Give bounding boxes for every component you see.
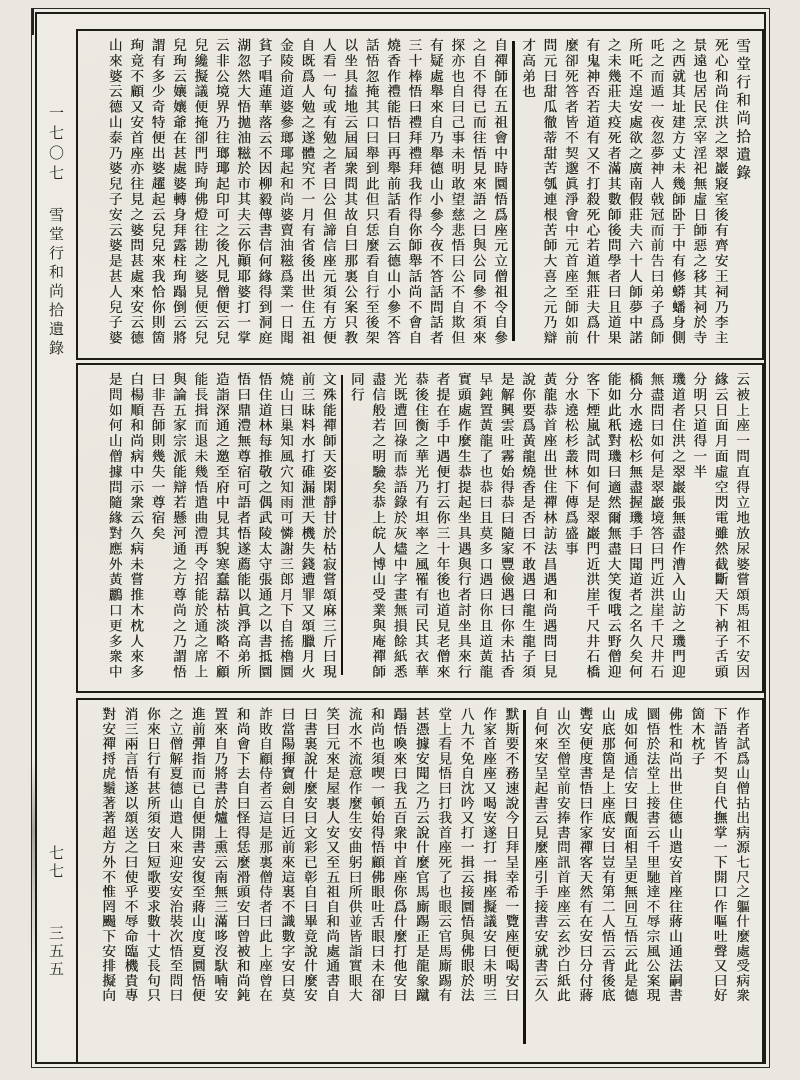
text-column: 謂有多少奇特便出婆趯起云兒兒來我恰你則箇	[149, 38, 165, 346]
text-column: 曰非吾師則幾失一尊宿矣	[149, 372, 165, 542]
text-column: 白楊順和尚病中示衆云久病未嘗推木枕人來多	[128, 372, 144, 680]
section-divider-rule	[341, 375, 344, 675]
text-column: 笑曰元來是屋裏人安又至五祖自和尚處通書自	[324, 707, 340, 1003]
text-column: 默斯要不務速說今日拜呈幸希一覽座便喝安曰	[503, 707, 519, 1003]
text-column: 悟住道林每推敬之偶武陵太守張通之以書抵圜	[256, 372, 272, 680]
text-column: 以坐具搕地云屆屆衆問其故自曰那裏公案只教	[342, 38, 358, 346]
text-column: 橋分水遶松杉無盡握璣手曰聞道者之名久矣何	[626, 372, 642, 680]
text-column: 早鈍置黃龍了也恭曰且莫多口遇曰你且道黃龍	[477, 372, 493, 680]
text-column: 自既爲人勉之遂體究不一月有省後出世住五祖	[299, 38, 315, 346]
text-column: 分明只道得一半	[691, 372, 707, 480]
text-column: 作者試爲山僧拈出病源七尺之軀什麼處受病衆	[734, 707, 749, 1003]
text-column: 之自不得已而往悟見來語之曰與公同參不須來	[470, 38, 486, 346]
text-block-top	[76, 29, 764, 360]
text-column: 景遠也居民烹宰淫祀無虛日師惡之移其祠於寺	[691, 38, 707, 346]
text-column: 之未幾莊夫疫死者滿其數師後問學者曰且道果	[605, 38, 621, 346]
text-column: 是解興雲吐霧始得恭曰隨家豐儉遇曰你未拈香	[498, 372, 514, 680]
text-column: 你來日行有甚所須安曰短歌要求數十丈長句只	[144, 707, 160, 1003]
text-column: 光既遭回祿而恭語錄於灰燼中字畫無損餘紙悉	[391, 372, 407, 680]
text-column: 金陵俞道婆參瑯瑘起和尚婆賣油糍爲業一日聞	[277, 38, 293, 346]
text-column: 作家首座座又喝安遂打一揖座擬議安曰未明三	[480, 707, 496, 1003]
text-column: 造詣深通之邀至府中見其貌寒蠢藞枯淡略不顧	[213, 372, 229, 680]
text-column: 無盡問曰如何是翠巖境答曰門近洪崖千尺井石	[648, 372, 664, 680]
text-block-middle	[76, 363, 764, 693]
text-column: 同行	[348, 372, 364, 403]
margin-volume-number: 七七	[47, 845, 63, 881]
text-column: 曰當陽揮寶劍自曰近前來這裏不識數字安曰莫	[279, 707, 295, 1003]
text-block-bottom	[76, 698, 764, 1064]
text-column: 山底那箇是上座底安曰豈有第二人悟云背後底	[599, 707, 615, 1003]
text-column: 才高弟也	[519, 38, 535, 100]
text-column: 是問如何山僧據問隨緣對應外黃鸝口更多衆中	[106, 372, 122, 680]
text-column: 麼卻死答者皆不契邈眞淨會中元首座至師如前	[562, 38, 578, 346]
text-column: 佛性和尚出世住德山遣安首座往蔣山通法嗣書	[666, 707, 682, 1003]
text-column: 話悟忽掩其口曰舉到此但只恁麼看自行至後架	[363, 38, 379, 346]
text-column: 云被上座一問直得立地放尿婆嘗頌馬祖不安因	[734, 372, 749, 680]
section-divider-rule	[523, 710, 526, 1044]
text-column: 所吒不遑安處欲之廣南假莊夫六十人師夢中諾	[626, 38, 642, 346]
text-column: 璣道者住洪之翠巖張無盡作漕入山訪之璣門迎	[669, 372, 685, 680]
text-column: 自何來安呈起書云見麼座引手接書安就書云久	[532, 707, 548, 1003]
scan-artifact	[31, 760, 36, 970]
text-column: 之立僧解夏德山遣人來迎安安治裝次悟至問曰	[167, 707, 183, 1003]
text-column: 前三昧料水打碓漏泄天機失錢遭罪又頌臘月火	[299, 372, 315, 680]
text-column: 甚憑據安聞之乃云說什麼官馬廝踢正是龍象蹴	[413, 707, 429, 1003]
text-column: 緣云日面月面虛空閃電雖然截斷天下衲子舌頭	[712, 372, 728, 680]
text-column: 悟曰鼎澧無尊宿可語者悟遂薦能以眞淨高弟所	[235, 372, 251, 680]
text-column: 恭後住衡之華光乃有坦率之風罹有司民其衣華	[412, 372, 428, 680]
text-column: 八九不免自沈吟又打一揖云接圜悟與佛眼於法	[458, 707, 474, 1003]
text-column: 有鬼神否若道有又不打殺死心若道無莊夫爲什	[584, 38, 600, 346]
text-column: 湖忽然大悟拋油糍於市其夫云你顚耶婆打一掌	[235, 38, 251, 346]
text-column: 下語皆不契自代撫掌一下開口作嘔吐聲又曰好	[711, 707, 727, 1003]
text-column: 燒香作禮能悟曰再舉前話看自云德山小參不答	[384, 38, 400, 346]
title-column: 雪堂行和尚拾遺錄	[734, 38, 750, 183]
text-column: 和尚會下去自曰怪得恁麼滑頭安曰曾被和尚鈍	[234, 707, 250, 1003]
text-column: 置來自乃將書於爐上熏云南無三滿哆沒馱喃安	[212, 707, 228, 1003]
margin-serial-number: 一七〇七	[47, 105, 63, 185]
text-column: 貧子唱蓮華落云不因柳毅傳書信何緣得到洞庭	[256, 38, 272, 346]
text-column: 山次至僧堂前安捧書問訊首座座云玄沙白紙此	[554, 707, 570, 1003]
text-column: 聻安便度書悟曰作家禪客天然有在安曰分付蔣	[577, 707, 593, 1003]
margin-book-title: 雪堂行和尚拾遺錄	[47, 207, 63, 359]
text-column: 流水不流意作麼生安曲躬曰所供並皆詣實眼大	[346, 707, 362, 1003]
text-column: 能長揖而退未幾悟遣曲澧再令招能於通之席上	[192, 372, 208, 680]
text-column: 圜悟於法堂上接書云千里馳達不辱宗風公案現	[644, 707, 660, 1003]
text-column: 三十棒悟曰禮拜禮拜我作得你師舉話尚不會自	[406, 38, 422, 346]
text-column: 自禪師在五祖會中時圜悟爲座元立僧祖令自參	[491, 38, 507, 346]
text-column: 者提在手中遇便打云你三十年後也道見老僧來	[434, 372, 450, 680]
text-column: 蹋悟喚來曰我五百衆中首座你爲什麼打他安曰	[391, 707, 407, 1003]
text-column: 對安禪捋虎鬚著著超方外不惟罔颺下安排擬向	[100, 707, 116, 1003]
text-column: 分水遶松杉叢林下傳爲盛事	[562, 372, 578, 557]
text-column: 有疑處舉來自乃舉德山小參今夜不答話問話者	[427, 38, 443, 346]
text-column: 之西就其址建方丈未幾師卧于中有修蟒蟠身側	[669, 38, 685, 346]
text-column: 堂上看見悟曰打我首座死了也眼云官馬廝踢有	[436, 707, 452, 1003]
text-column: 與論五家宗派能辯若懸河通之方尊尚之乃謂悟	[170, 372, 186, 680]
text-column: 燒山曰巢知風穴知雨可憐謝三郎月下自搖櫓圜	[277, 372, 293, 680]
text-column: 曰書裏說什麼安曰文彩已彰自曰畢竟說什麼安	[301, 707, 317, 1003]
text-column: 山來婆云德山泰乃婆兒子安云婆是甚人兒子婆	[106, 38, 122, 346]
text-column: 和尚也須喫一頓始得悟顧佛眼吐舌眼曰未在卻	[368, 707, 384, 1003]
section-divider-rule	[512, 41, 515, 341]
margin-page-number: 三五五	[47, 925, 63, 979]
text-column: 進前彈指而已自便開書安復至蔣山度夏圜悟便	[189, 707, 205, 1003]
text-column: 云非公境界乃往瑯瑘起印可之後凡見僧便云兒	[213, 38, 229, 346]
text-column: 兒珣云孃孃爺在甚處婆轉身拜露柱珣蹋倒云將	[170, 38, 186, 346]
text-column: 消三兩言悟遂以頌送之曰使乎不辱命臨機貴專	[122, 707, 138, 1003]
text-column: 珣竟不顧又安首座亦往見之婆問甚處來安云德	[128, 38, 144, 346]
text-column: 說你要爲黃龍燒香是否曰不敢遇曰龍生龍子須	[519, 372, 535, 680]
text-column: 盡信般若之明驗矣恭上皖人博山受業與庵禪師	[370, 372, 386, 680]
text-column: 實頭處作麼生恭提起坐具遇與行者討坐具來行	[455, 372, 471, 680]
text-column: 死心和尚住洪之翠巖寢室後有齊安王祠乃李主	[712, 38, 728, 346]
text-column: 文殊能禪師天姿閑靜甘於枯寂嘗頌麻三斤曰現	[320, 372, 336, 680]
text-column: 兒纔擬議便掩卻門時珣佛燈往勘之婆見便云兒	[192, 38, 208, 346]
text-column: 人看一句或有勉之者曰公但諦信座元須有方便	[320, 38, 336, 346]
text-column: 吒之而遁一夜忽夢神人戟冠而前告曰弟子爲師	[648, 38, 664, 346]
text-column: 客下煙嵐試問如何是翠巖門近洪崖千尺井石橋	[584, 372, 600, 680]
page-frame	[31, 8, 770, 1068]
text-column: 探亦也自曰己事未明敢望慈悲悟曰公不自欺但	[449, 38, 465, 346]
text-column: 成如何通信安曰覿面相呈更無回互悟云此是德	[621, 707, 637, 1003]
margin-dash	[32, 9, 34, 35]
text-column: 能如此秖對璣曰適然爾無盡大笑復哦云野僧迎	[605, 372, 621, 680]
text-column: 詐敗自顧侍者云這是那裏僧侍者曰此上座曾在	[256, 707, 272, 1003]
text-column: 黃龍恭首座出世住禪林訪法昌遇和尚遇問曰見	[541, 372, 557, 680]
text-column: 箇木枕子	[689, 707, 705, 767]
text-column: 問元曰甜瓜徹蒂甜苦瓠連根苦師大喜之元乃辯	[541, 38, 557, 346]
